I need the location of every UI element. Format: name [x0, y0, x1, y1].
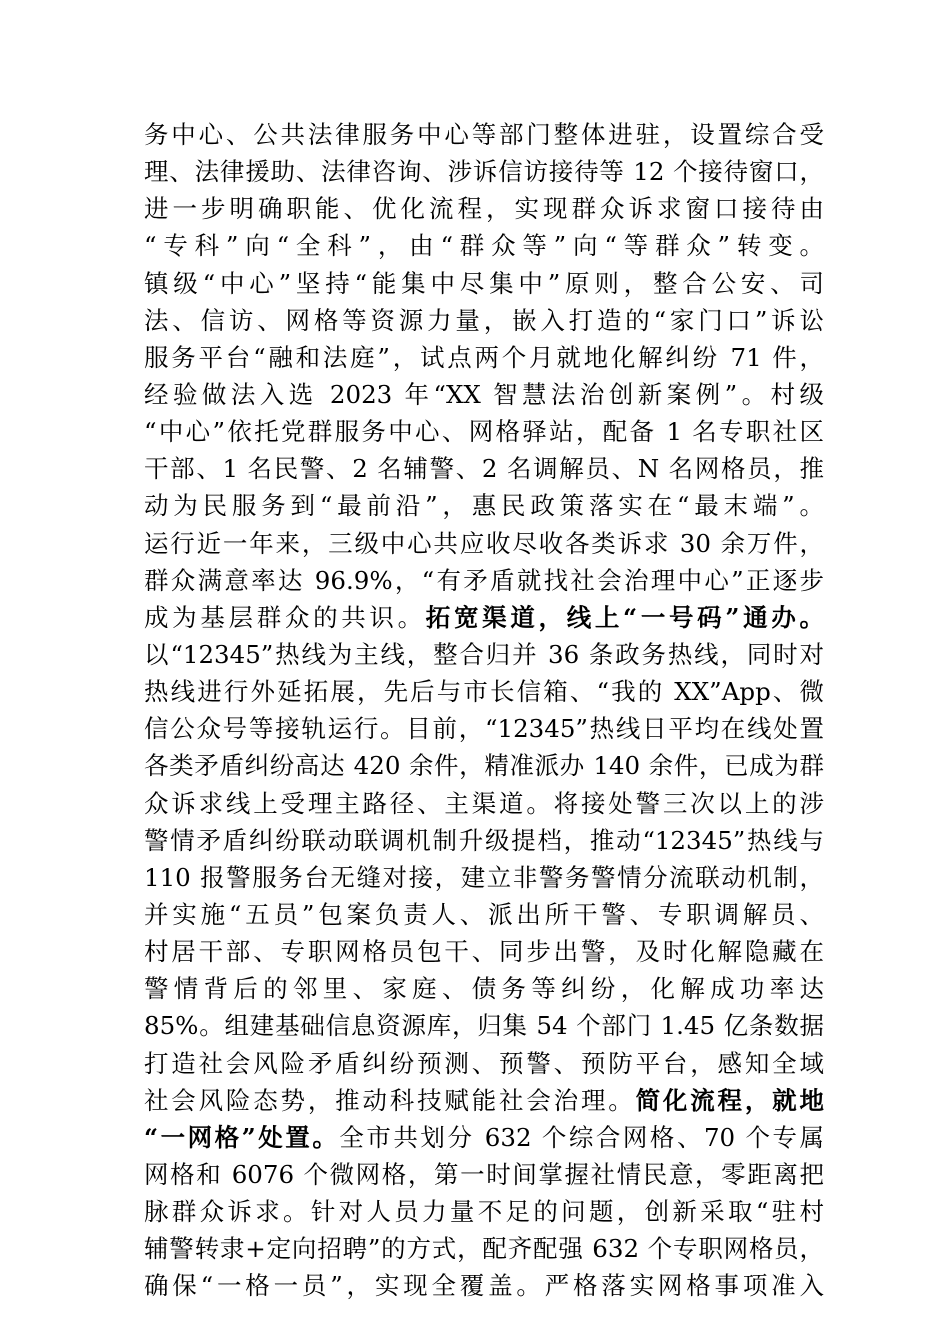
text-line	[144, 673, 824, 710]
body-text: 各类矛盾纠纷高达 420 余件，精准派办 140 余件，已成为群	[144, 751, 824, 781]
body-text: 群众满意率达 96.9%，“有矛盾就找社会治理中心”正逐步	[144, 565, 824, 595]
body-text: 确保“一格一员”，实现全覆盖。严格落实网格事项准入	[144, 1271, 824, 1301]
body-text: 全市共划分 632 个综合网格、70 个专属	[339, 1122, 824, 1152]
text-line	[144, 339, 824, 376]
body-text: 并实施“五员”包案负责人、派出所干警、专职调解员、	[144, 899, 824, 929]
body-text: 镇级“中心”坚持“能集中尽集中”原则，整合公安、司	[144, 268, 824, 298]
body-text: “中心”依托党群服务中心、网格驿站，配备 1 名专职社区	[144, 417, 824, 447]
text-line	[144, 859, 824, 896]
body-text: 村居干部、专职网格员包干、同步出警，及时化解隐藏在	[144, 937, 824, 967]
body-text: 打造社会风险矛盾纠纷预测、预警、预防平台，感知全域	[144, 1048, 824, 1078]
body-text: 经验做法入选 2023 年“XX 智慧法治创新案例”。村级	[144, 379, 824, 409]
body-text: 法、信访、网格等资源力量，嵌入打造的“家门口”诉讼	[144, 305, 824, 335]
body-text: 警情矛盾纠纷联动联调机制升级提档，推动“12345”热线与	[144, 825, 824, 855]
body-text: 社会风险态势，推动科技赋能社会治理。	[144, 1085, 636, 1115]
body-text: 网格和 6076 个微网格，第一时间掌握社情民意，零距离把	[144, 1159, 824, 1189]
body-text: 运行近一年来，三级中心共应收尽收各类诉求 30 余万件，	[144, 528, 824, 558]
text-line	[144, 1193, 824, 1230]
text-line	[144, 1045, 824, 1082]
text-line	[144, 153, 824, 190]
body-text: 干部、1 名民警、2 名辅警、2 名调解员、N 名网格员，推	[144, 454, 824, 484]
text-line	[144, 265, 824, 302]
body-text: 辅警转隶+定向招聘”的方式，配齐配强 632 个专职网格员，	[144, 1234, 824, 1264]
body-text: 以“12345”热线为主线，整合归并 36 条政务热线，同时对	[144, 639, 824, 669]
body-text: 进一步明确职能、优化流程，实现群众诉求窗口接待由	[144, 194, 824, 224]
body-text: 警情背后的邻里、家庭、债务等纠纷，化解成功率达	[144, 974, 824, 1004]
text-line	[144, 190, 824, 227]
text-line	[144, 970, 824, 1007]
body-text: “专科”向“全科”，由“群众等”向“等群众”转变。	[144, 231, 824, 261]
text-line	[144, 525, 824, 562]
text-line	[144, 450, 824, 487]
body-text: 服务平台“融和法庭”，试点两个月就地化解纠纷 71 件，	[144, 342, 824, 372]
body-text: 众诉求线上受理主路径、主渠道。将接处警三次以上的涉	[144, 788, 824, 818]
text-line	[144, 1007, 824, 1044]
body-text: 热线进行外延拓展，先后与市长信箱、“我的 XX”App、微	[144, 677, 824, 707]
bold-heading-text: 简化流程，就地	[635, 1085, 824, 1115]
text-line	[144, 1267, 824, 1304]
bold-heading-text: “一网格”处置。	[144, 1122, 340, 1152]
text-line	[144, 562, 824, 599]
text-line	[144, 1119, 824, 1156]
bold-heading-text: 拓宽渠道，线上“一号码”通办。	[425, 602, 824, 632]
text-line	[144, 785, 824, 822]
body-paragraph	[144, 116, 824, 1305]
text-line	[144, 1082, 824, 1119]
text-line	[144, 896, 824, 933]
text-line	[144, 933, 824, 970]
text-line	[144, 599, 824, 636]
text-line	[144, 302, 824, 339]
text-line	[144, 636, 824, 673]
text-line	[144, 116, 824, 153]
body-text: 动为民服务到“最前沿”，惠民政策落实在“最末端”。	[144, 491, 824, 521]
body-text: 务中心、公共法律服务中心等部门整体进驻，设置综合受	[144, 120, 824, 149]
text-line	[144, 227, 824, 264]
body-text: 85%。组建基础信息资源库，归集 54 个部门 1.45 亿条数据	[144, 1011, 824, 1041]
text-line	[144, 376, 824, 413]
text-line	[144, 747, 824, 784]
text-line	[144, 413, 824, 450]
text-line	[144, 1230, 824, 1267]
body-text: 110 报警服务台无缝对接，建立非警务警情分流联动机制，	[144, 862, 824, 892]
body-text: 成为基层群众的共识。	[144, 602, 426, 632]
text-line	[144, 822, 824, 859]
body-text: 信公众号等接轨运行。目前，“12345”热线日平均在线处置	[144, 714, 824, 744]
body-text: 脉群众诉求。针对人员力量不足的问题，创新采取“驻村	[144, 1197, 824, 1227]
text-line	[144, 487, 824, 524]
body-text: 理、法律援助、法律咨询、涉诉信访接待等 12 个接待窗口，	[144, 157, 824, 187]
text-line	[144, 710, 824, 747]
text-line	[144, 1156, 824, 1193]
